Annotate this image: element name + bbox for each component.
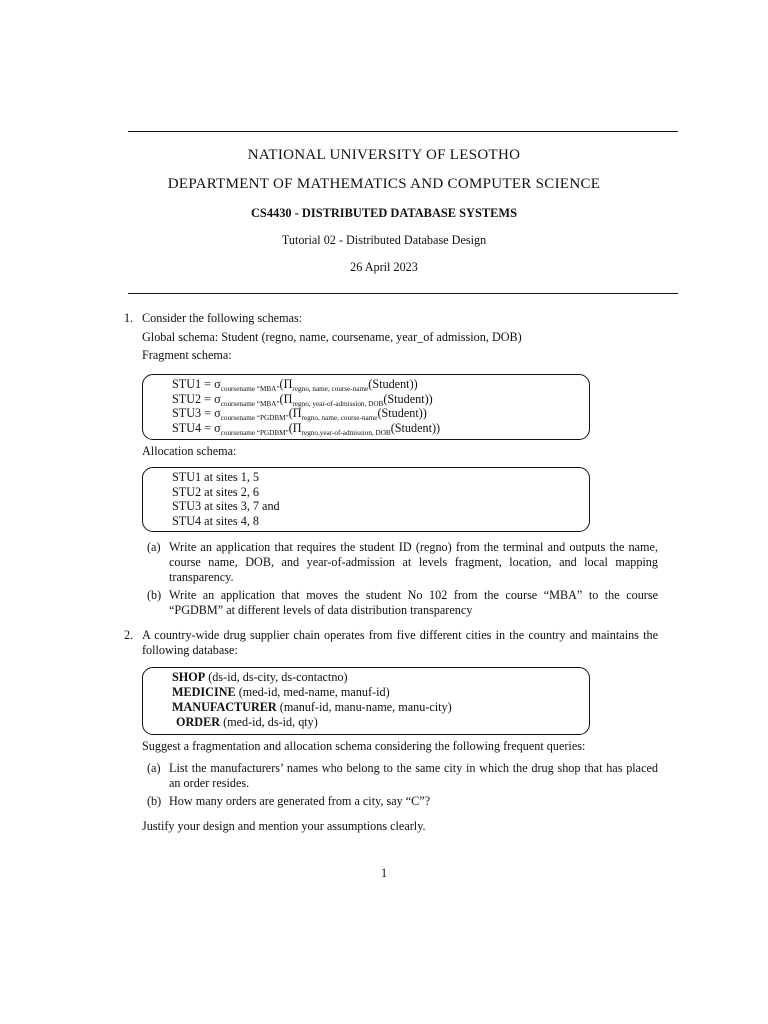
top-rule	[128, 131, 678, 132]
fragment-stu3: $STU3 = \sigma_{coursename “PGDBM”}(\Pi_{regno, name, course-name}(Student))$	[172, 406, 427, 422]
university-title: NATIONAL UNIVERSITY OF LESOTHO	[247, 147, 521, 163]
q2-part-a-label: (a)	[147, 761, 161, 775]
q1-global-schema: Global schema: Student (regno, name, coursename, year_of admission, DOB)	[142, 330, 522, 344]
allocation-stu4: STU4 at sites 4, 8	[172, 514, 260, 528]
tutorial-title: Tutorial 02 - Distributed Database Design	[281, 233, 487, 247]
q1-part-b-label: (b)	[147, 588, 162, 602]
q2-part-b-text: How many orders are generated from a city, say “C”?	[169, 794, 431, 808]
allocation-stu2: STU2 at sites 2, 6	[172, 485, 260, 499]
q2-justify: Justify your design and mention your assumptions clearly.	[142, 819, 426, 833]
fragment-stu4: $STU4 = \sigma_{coursename “PGDBM”}(\Pi_{regno,year-of-admission, DOB}(Student))$	[172, 421, 441, 437]
table-medicine: MEDICINE (med-id, med-name, manuf-id)	[172, 685, 390, 699]
fragment-stu1: $STU1 = \sigma_{coursename “MBA”}(\Pi_{regno, name, course-name}(Student))$	[172, 377, 418, 393]
q2-part-b-label: (b)	[147, 794, 162, 808]
database-schema-box	[142, 667, 590, 735]
q1-allocation-label: Allocation schema:	[142, 444, 237, 458]
q2-suggest: Suggest a fragmentation and allocation schema considering the following frequent queries:	[142, 739, 586, 753]
allocation-schema-box	[142, 467, 590, 532]
header-bottom-rule	[128, 293, 678, 294]
allocation-stu1: STU1 at sites 1, 5	[172, 470, 260, 484]
q1-part-a-label: (a)	[147, 540, 161, 554]
fragment-schema-box	[142, 374, 590, 440]
q1-number: 1.	[124, 311, 134, 325]
q1-fragment-label: Fragment schema:	[142, 348, 232, 362]
table-order: ORDER (med-id, ds-id, qty)	[176, 715, 318, 729]
date: 26 April 2023	[350, 260, 418, 274]
q2-number: 2.	[124, 628, 134, 642]
table-shop: SHOP (ds-id, ds-city, ds-contactno)	[172, 670, 348, 684]
q2-intro: A country-wide drug supplier chain operates from five different cities in the country and maintains the following database:	[142, 628, 658, 657]
q1-intro: Consider the following schemas:	[142, 311, 303, 325]
table-manufacturer: MANUFACTURER (manuf-id, manu-name, manu-city)	[172, 700, 452, 714]
q1-part-a-text: Write an application that requires the student ID (regno) from the terminal and outputs the name, course name, DOB, and year-of-admission at levels fragment, location, and local mapping transparency.	[169, 540, 658, 584]
page-number: 1	[380, 866, 388, 880]
q1-part-b-text: Write an application that moves the student No 102 from the course “MBA” to the course “PGDBM” at different levels of data distribution transparency	[169, 588, 658, 617]
department-title: DEPARTMENT OF MATHEMATICS AND COMPUTER SCIENCE	[167, 176, 601, 192]
allocation-stu3: STU3 at sites 3, 7 and	[172, 499, 280, 513]
fragment-stu2: $STU2 = \sigma_{coursename “MBA”}(\Pi_{regno, year-of-admission, DOB}(Student))$	[172, 392, 433, 408]
course-title: CS4430 - DISTRIBUTED DATABASE SYSTEMS	[250, 206, 517, 220]
q2-part-a-text: List the manufacturers’ names who belong to the same city in which the drug shop that has placed an order resides.	[169, 761, 658, 790]
